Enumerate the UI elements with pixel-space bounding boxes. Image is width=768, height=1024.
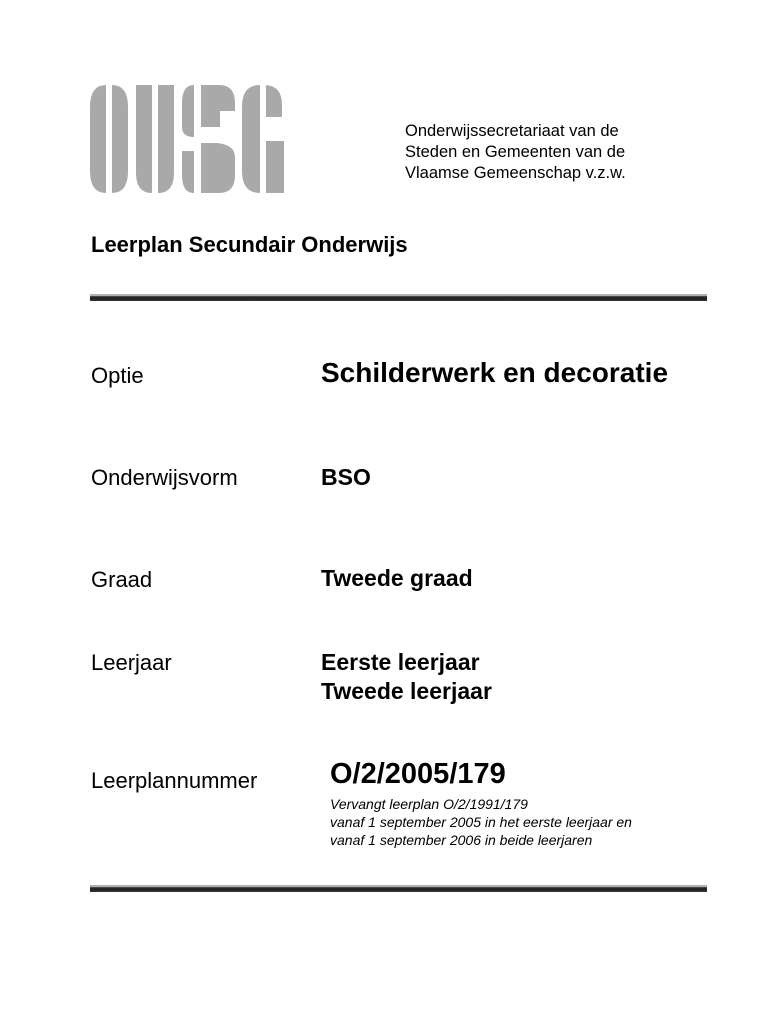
logo-letter-g — [242, 85, 284, 193]
logo-letter-u — [136, 85, 174, 193]
logo-letter-o — [90, 85, 128, 193]
logo-letter-s — [182, 85, 235, 193]
replacement-note-line: vanaf 1 september 2005 in het eerste leerjaar en — [330, 814, 632, 830]
leerjaar-value: Tweede leerjaar — [321, 678, 492, 704]
onderwijsvorm-label: Onderwijsvorm — [91, 465, 238, 490]
replacement-note-line: Vervangt leerplan O/2/1991/179 — [330, 796, 528, 812]
optie-value: Schilderwerk en decoratie — [321, 357, 669, 388]
leerjaar-value: Eerste leerjaar — [321, 649, 480, 675]
replacement-note — [330, 795, 632, 849]
leerplannummer-value: O/2/2005/179 — [330, 758, 506, 790]
leerjaar-values — [321, 648, 492, 706]
onderwijsvorm-value: BSO — [321, 464, 371, 490]
org-line: Steden en Gemeenten van de — [405, 143, 626, 161]
optie-label: Optie — [91, 363, 144, 388]
bottom-divider — [90, 885, 707, 892]
top-divider — [90, 294, 707, 301]
ousg-logo — [88, 83, 350, 195]
org-line: Onderwijssecretariaat van de — [405, 122, 619, 140]
leerjaar-label: Leerjaar — [91, 650, 172, 675]
graad-label: Graad — [91, 567, 153, 592]
leerplannummer-label: Leerplannummer — [91, 768, 258, 793]
replacement-note-line: vanaf 1 september 2006 in beide leerjaren — [330, 832, 593, 848]
graad-value: Tweede graad — [321, 565, 473, 591]
organization-name — [405, 121, 626, 184]
org-line: Vlaamse Gemeenschap v.z.w. — [405, 164, 626, 182]
document-type-title: Leerplan Secundair Onderwijs — [91, 232, 408, 257]
